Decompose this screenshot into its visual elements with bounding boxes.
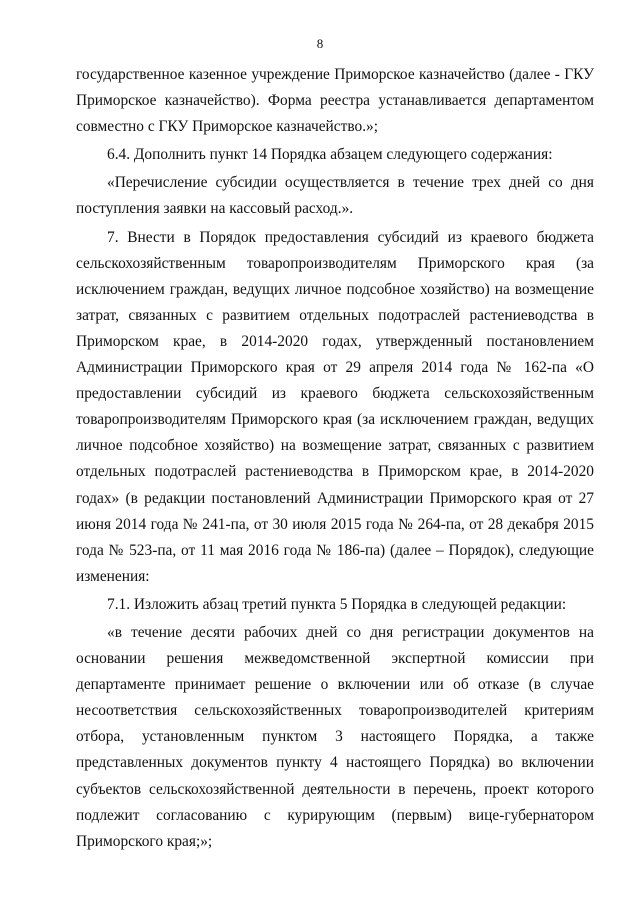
paragraph-7-1: 7.1. Изложить абзац третий пункта 5 Порядка в следующей редакции: xyxy=(107,595,567,613)
paragraph-quote-decision: «в течение десяти рабочих дней со дня регистрации документов на основании решения межведомственной экспертной комиссии при департаменте принимает решение о включении или об отказе (в случае несоответствия сельскохозяйственных товаропроизводителей критериям отбора, установленным пунктом 3 настоящего Порядка, а также представленных документов пункту 4 настоящего Порядка) во включении субъектов сельскохозяйственной деятельности в перечень, проект которого подлежит согласованию с курирующим (первым) вице-губернатором Приморского края;»; xyxy=(76,623,594,850)
paragraph-quote-transfer: «Перечисление субсидии осуществляется в течение трех дней со дня поступления заявки на кассовый расход.». xyxy=(76,174,594,218)
paragraph-continuation: государственное казенное учреждение Приморское казначейство (далее - ГКУ Приморское казначейство). Форма реестра устанавливается департаментом совместно с ГКУ Приморское казначейство.»; xyxy=(76,66,594,136)
paragraph-7: 7. Внести в Порядок предоставления субсидий из краевого бюджета сельскохозяйственным товаропроизводителям Приморского края (за исключением граждан, ведущих личное подсобное хозяйство) на возмещение затрат, связанных с развитием отдельных подотраслей растениеводства в Приморском крае, в 2014-2020 годах, утвержденный постановлением Администрации Приморского края от 29 апреля 2014 года № 162-па «О предоставлении субсидий из краевого бюджета сельскохозяйственным товаропроизводителям Приморского края (за исключением граждан, ведущих личное подсобное хозяйство) на возмещение затрат, связанных с развитием отдельных подотраслей растениеводства в Приморском крае, в 2014-2020 годах» (в редакции постановлений Администрации Приморского края от 27 июня 2014 года № 241-па, от 30 июля 2015 года № 264-па, от 28 декабря 2015 года № 523-па, от 11 мая 2016 года № 186-па) (далее – Порядок), следующие изменения: xyxy=(76,228,594,585)
page-number: 8 xyxy=(316,36,324,51)
document-body xyxy=(76,62,594,855)
paragraph-6-4: 6.4. Дополнить пункт 14 Порядка абзацем следующего содержания: xyxy=(107,146,553,164)
